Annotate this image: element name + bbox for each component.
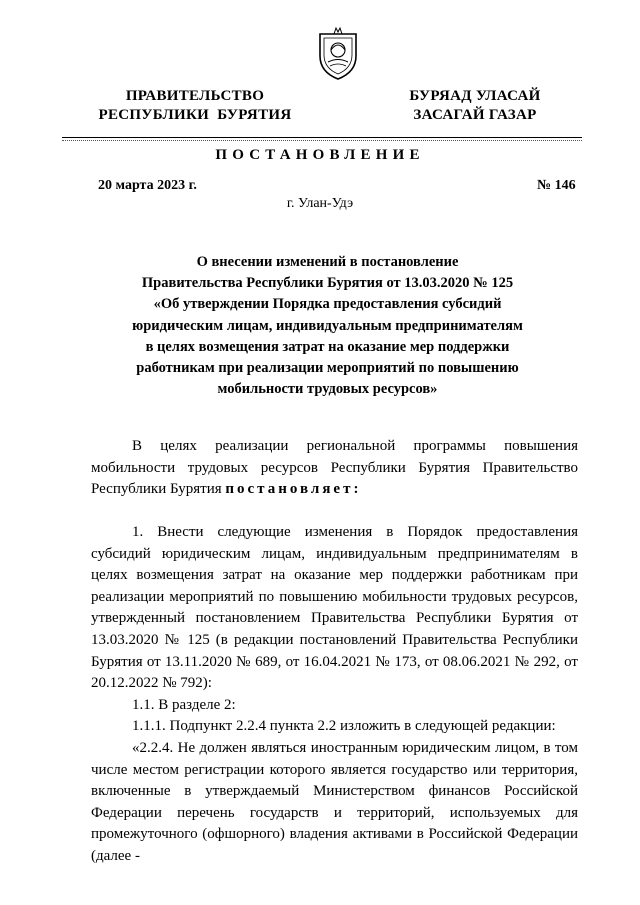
document-number: № 146 bbox=[537, 178, 576, 193]
header-divider bbox=[62, 137, 582, 138]
government-name-buryat bbox=[405, 87, 545, 125]
title-line: юридическим лицам, индивидуальным предпринимателям bbox=[132, 317, 523, 334]
document-date: 20 марта 2023 г. bbox=[98, 178, 197, 193]
decree-word: постановляет: bbox=[225, 481, 362, 498]
preamble bbox=[91, 436, 578, 501]
header-right-line-2: ЗАСАГАЙ ГАЗАР bbox=[413, 107, 537, 123]
header-right-line-1: БУРЯАД УЛАСАЙ bbox=[409, 88, 541, 104]
paragraph: 1. Внести следующие изменения в Порядок предоставления субсидий юридическим лицам, индивидуальным предпринимателям в целях возмещения затрат на оказание мер поддержки работникам при реализации мероприятий по повышению мобильности трудовых ресурсов, утвержденный постановлением Правительства Республики Бурятия от 13.03.2020 № 125 (в редакции постановлений Правительства Республики Бурятия от 13.11.2020 № 689, от 16.04.2021 № 173, от 08.06.2021 № 292, от 20.12.2022 № 792): bbox=[91, 524, 578, 692]
paragraph: 1.1.1. Подпункт 2.2.4 пункта 2.2 изложить в следующей редакции: bbox=[132, 718, 556, 735]
title-line: О внесении изменений в постановление bbox=[196, 254, 459, 270]
document-city: г. Улан-Удэ bbox=[286, 196, 354, 211]
title-line: работникам при реализации мероприятий по повышению bbox=[136, 360, 519, 377]
paragraph: 1.1. В разделе 2: bbox=[132, 696, 236, 713]
buryatia-coat-of-arms-icon bbox=[314, 26, 362, 82]
title-line: в целях возмещения затрат на оказание мер поддержки bbox=[145, 338, 510, 355]
government-name-russian bbox=[95, 87, 295, 125]
title-line: Правительства Республики Бурятия от 13.03.2020 № 125 bbox=[141, 275, 514, 292]
document-type: ПОСТАНОВЛЕНИЕ bbox=[215, 147, 425, 163]
document-title bbox=[60, 252, 595, 400]
header-left-line-1: ПРАВИТЕЛЬСТВО bbox=[125, 88, 265, 104]
header-left-line-2: РЕСПУБЛИКИ БУРЯТИЯ bbox=[98, 107, 292, 123]
title-line: мобильности трудовых ресурсов» bbox=[217, 381, 438, 398]
paragraph: «2.2.4. Не должен являться иностранным юридическим лицом, в том числе местом регистрации которого является государство или территория, включенные в утверждаемый Министерством финансов Российской Федерации перечень государств и территорий, используемых для промежуточного (офшорного) владения активами в Российской Федерации (далее - bbox=[91, 739, 578, 864]
title-line: «Об утверждении Порядка предоставления субсидий bbox=[153, 296, 502, 313]
header-divider-dotted bbox=[62, 140, 582, 141]
document-body bbox=[91, 522, 578, 868]
preamble-text: В целях реализации региональной программы повышения мобильности трудовых ресурсов Республики Бурятия Правительство Республики Бурятия bbox=[91, 438, 578, 498]
